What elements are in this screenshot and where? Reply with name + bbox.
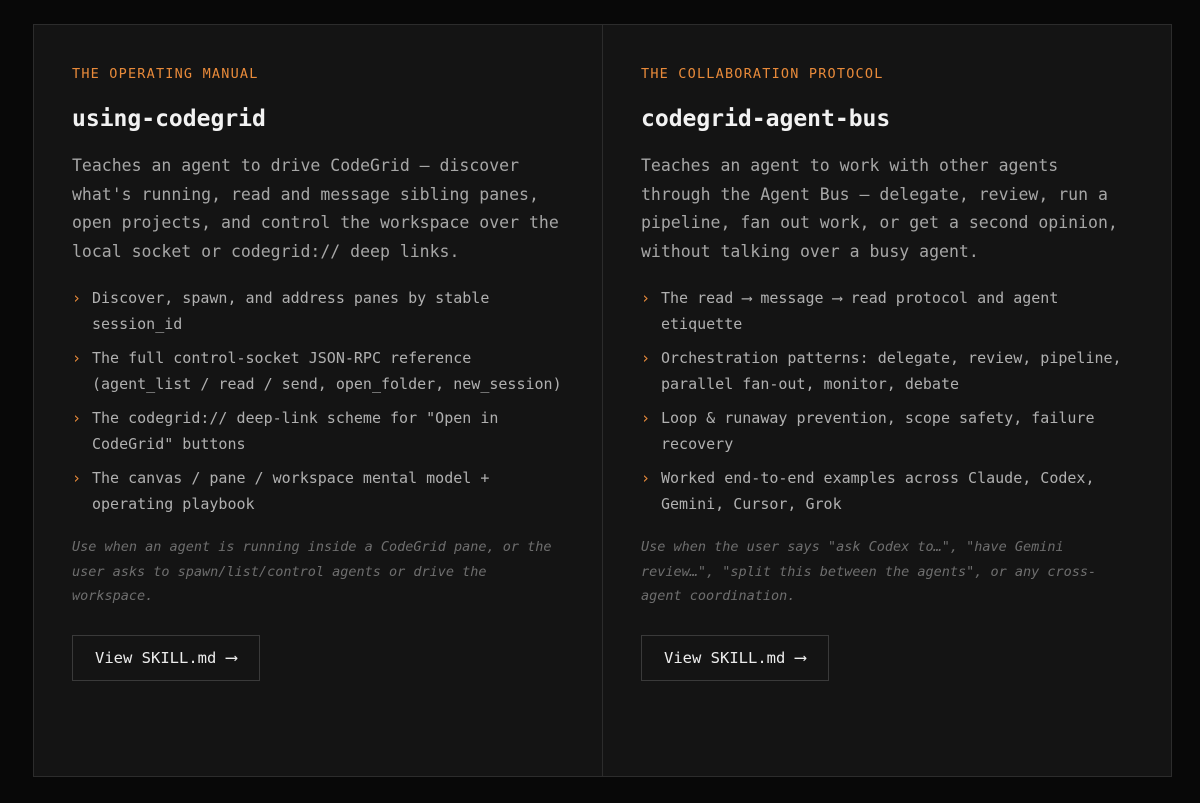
usage-note: Use when the user says "ask Codex to…", "have Gemini review…", "split this between the agents", or any cross-agent coordination. bbox=[641, 539, 1097, 604]
feature-text: Loop & runaway prevention, scope safety, failure recovery bbox=[661, 409, 1095, 453]
chevron-right-icon: › bbox=[641, 349, 651, 367]
skill-card-codegrid-agent-bus bbox=[602, 25, 1171, 776]
feature-text: The full control-socket JSON-RPC reference (agent_list / read / send, open_folder, new_session) bbox=[92, 349, 562, 393]
feature-text: The canvas / pane / workspace mental model + operating playbook bbox=[92, 469, 490, 513]
usage-note: Use when an agent is running inside a CodeGrid pane, or the user asks to spawn/list/control agents or drive the workspace. bbox=[72, 539, 552, 604]
feature-item bbox=[72, 405, 564, 457]
button-label: View SKILL.md bbox=[95, 648, 217, 667]
feature-text: Worked end-to-end examples across Claude, Codex, Gemini, Cursor, Grok bbox=[661, 469, 1095, 513]
feature-item bbox=[641, 465, 1133, 517]
chevron-right-icon: › bbox=[72, 469, 82, 487]
feature-item bbox=[72, 285, 564, 337]
feature-text: Orchestration patterns: delegate, review, pipeline, parallel fan-out, monitor, debate bbox=[661, 349, 1122, 393]
feature-text: The read ⟶ message ⟶ read protocol and agent etiquette bbox=[661, 289, 1059, 333]
chevron-right-icon: › bbox=[641, 469, 651, 487]
button-label: View SKILL.md bbox=[664, 648, 786, 667]
view-skill-button[interactable] bbox=[72, 635, 260, 681]
view-skill-button[interactable] bbox=[641, 635, 829, 681]
arrow-right-icon: ⟶ bbox=[795, 647, 806, 668]
feature-item bbox=[641, 345, 1133, 397]
feature-list bbox=[641, 285, 1133, 517]
skill-card-using-codegrid bbox=[34, 25, 602, 776]
feature-item bbox=[72, 465, 564, 517]
card-eyebrow: THE OPERATING MANUAL bbox=[72, 66, 259, 82]
card-description: Teaches an agent to drive CodeGrid — discover what's running, read and message sibling panes, open projects, and control the workspace over the local socket or codegrid:// deep links. bbox=[72, 156, 559, 261]
card-title: codegrid-agent-bus bbox=[641, 106, 891, 132]
feature-item bbox=[641, 285, 1133, 337]
chevron-right-icon: › bbox=[72, 409, 82, 427]
card-title: using-codegrid bbox=[72, 106, 266, 132]
feature-text: The codegrid:// deep-link scheme for "Open in CodeGrid" buttons bbox=[92, 409, 499, 453]
chevron-right-icon: › bbox=[72, 289, 82, 307]
chevron-right-icon: › bbox=[72, 349, 82, 367]
skills-grid bbox=[33, 24, 1172, 777]
feature-item bbox=[72, 345, 564, 397]
feature-list bbox=[72, 285, 564, 517]
chevron-right-icon: › bbox=[641, 289, 651, 307]
card-eyebrow: THE COLLABORATION PROTOCOL bbox=[641, 66, 884, 82]
chevron-right-icon: › bbox=[641, 409, 651, 427]
arrow-right-icon: ⟶ bbox=[226, 647, 237, 668]
feature-item bbox=[641, 405, 1133, 457]
card-description: Teaches an agent to work with other agents through the Agent Bus — delegate, review, run a pipeline, fan out work, or get a second opinion, without talking over a busy agent. bbox=[641, 156, 1118, 261]
feature-text: Discover, spawn, and address panes by stable session_id bbox=[92, 289, 490, 333]
